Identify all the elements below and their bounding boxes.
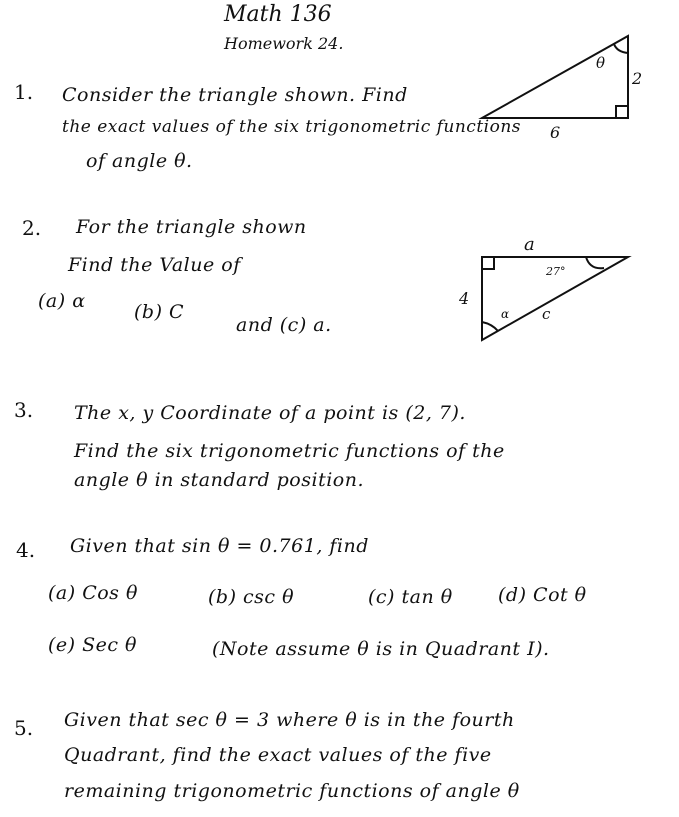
problem-2-number: 2. bbox=[22, 216, 42, 240]
fig1-vertical-side: 2 bbox=[632, 69, 643, 88]
homework-number: Homework 24. bbox=[224, 34, 344, 53]
course-title: Math 136 bbox=[224, 2, 332, 27]
problem-5-number: 5. bbox=[14, 716, 34, 740]
problem-4-part-c: (c) tan θ bbox=[368, 586, 453, 608]
fig2-alpha-label: α bbox=[501, 307, 510, 321]
fig2-top-side: a bbox=[524, 234, 535, 255]
problem-2-part-a: (a) α bbox=[38, 290, 86, 312]
problem-1-line-1: Consider the triangle shown. Find bbox=[62, 84, 408, 106]
problem-2-part-b: (b) C bbox=[134, 301, 185, 323]
problem-4-part-e: (e) Sec θ bbox=[48, 634, 137, 656]
problem-1-number: 1. bbox=[14, 80, 34, 104]
problem-5-line-3: remaining trigonometric functions of angle θ bbox=[64, 780, 520, 802]
problem-4-part-d: (d) Cot θ bbox=[498, 584, 587, 606]
fig2-given-angle: 27° bbox=[546, 265, 566, 278]
problem-2-part-c: and (c) a. bbox=[236, 314, 332, 336]
problem-1-line-3: of angle θ. bbox=[86, 150, 193, 172]
problem-4-note: (Note assume θ is in Quadrant I). bbox=[212, 638, 550, 660]
problem-3-line-2: Find the six trigonometric functions of the bbox=[74, 440, 505, 462]
problem-3-number: 3. bbox=[14, 398, 34, 422]
fig2-left-side: 4 bbox=[459, 289, 470, 308]
fig2-hypotenuse: c bbox=[542, 305, 551, 323]
problem-4-number: 4. bbox=[16, 538, 36, 562]
problem-1-line-2: the exact values of the six trigonometric functions bbox=[62, 117, 522, 137]
problem-4-line-1: Given that sin θ = 0.761, find bbox=[70, 535, 369, 557]
fig1-angle-label: θ bbox=[596, 54, 606, 72]
problem-2-line-1: For the triangle shown bbox=[76, 216, 307, 238]
problem-5-line-1: Given that sec θ = 3 where θ is in the fourth bbox=[64, 709, 515, 731]
problem-5-line-2: Quadrant, find the exact values of the five bbox=[64, 744, 492, 766]
problem-3-line-3: angle θ in standard position. bbox=[74, 469, 364, 491]
problem-4-part-b: (b) csc θ bbox=[208, 586, 295, 608]
problem-4-part-a: (a) Cos θ bbox=[48, 582, 138, 604]
fig1-horizontal-side: 6 bbox=[550, 123, 561, 142]
problem-2-line-2: Find the Value of bbox=[68, 254, 241, 276]
problem-3-line-1: The x, y Coordinate of a point is (2, 7). bbox=[74, 402, 466, 424]
